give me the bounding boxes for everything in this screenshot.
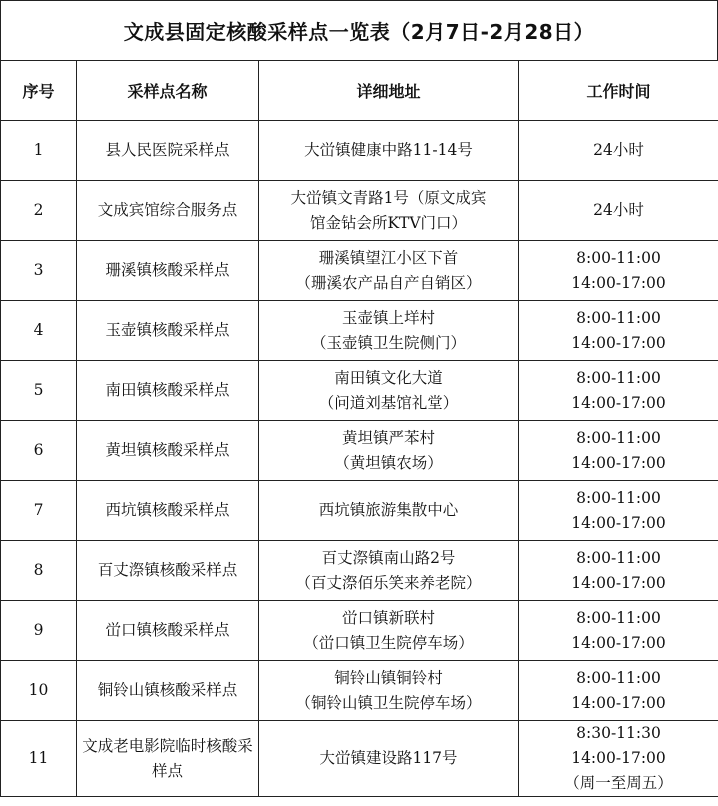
hours-line: 14:00-17:00 xyxy=(571,273,666,292)
site-address xyxy=(259,601,519,661)
address-line: 珊溪镇望江小区下首 xyxy=(318,248,459,267)
table-body xyxy=(1,121,718,797)
site-address xyxy=(259,481,519,541)
site-address xyxy=(259,301,519,361)
hours-line: 14:00-17:00 xyxy=(571,749,666,767)
site-name-text: 铜铃山镇核酸采样点 xyxy=(97,681,238,699)
site-name xyxy=(77,601,259,661)
working-hours xyxy=(519,661,718,721)
working-hours xyxy=(519,121,718,181)
site-name-text: 文成宾馆综合服务点 xyxy=(97,201,238,219)
row-number: 7 xyxy=(1,481,77,541)
site-name-text: 珊溪镇核酸采样点 xyxy=(105,261,230,279)
site-name xyxy=(77,721,259,797)
site-name xyxy=(77,181,259,241)
hours-line: 8:00-11:00 xyxy=(576,608,661,627)
hours-line: 8:00-11:00 xyxy=(576,368,661,387)
address-line: （铜铃山镇卫生院停车场） xyxy=(295,693,482,712)
row-number: 2 xyxy=(1,181,77,241)
address-line: 黄坦镇严苯村 xyxy=(341,428,435,447)
site-name-text: 黄坦镇核酸采样点 xyxy=(105,441,230,459)
header-no: 序号 xyxy=(1,61,77,121)
table-row xyxy=(1,361,718,421)
hours-line: 8:30-11:30 xyxy=(576,724,661,742)
hours-line: 14:00-17:00 xyxy=(571,453,666,472)
header-address: 详细地址 xyxy=(259,61,519,121)
document-title: 文成县固定核酸采样点一览表（2月7日-2月28日） xyxy=(0,0,718,61)
hours-line: 14:00-17:00 xyxy=(571,633,666,652)
hours-line: 8:00-11:00 xyxy=(576,488,661,507)
hours-line: 14:00-17:00 xyxy=(571,333,666,352)
site-name-text: 百丈漈镇核酸采样点 xyxy=(97,561,238,579)
site-name xyxy=(77,661,259,721)
row-number: 10 xyxy=(1,661,77,721)
site-name-text: 南田镇核酸采样点 xyxy=(105,381,230,399)
site-name-text: 县人民医院采样点 xyxy=(105,141,230,159)
table-row xyxy=(1,421,718,481)
hours-line: 24小时 xyxy=(593,141,644,159)
address-line: 大峃镇建设路117号 xyxy=(319,749,458,767)
site-address xyxy=(259,661,519,721)
address-line: 百丈漈镇南山路2号 xyxy=(321,548,456,567)
hours-line: 14:00-17:00 xyxy=(571,513,666,532)
hours-line: （周一至周五） xyxy=(564,774,673,792)
hours-line: 8:00-11:00 xyxy=(576,248,661,267)
table-row xyxy=(1,241,718,301)
address-line: 玉壶镇上垟村 xyxy=(341,308,435,327)
address-line: 南田镇文化大道 xyxy=(334,368,443,387)
working-hours xyxy=(519,301,718,361)
site-address xyxy=(259,181,519,241)
site-address xyxy=(259,121,519,181)
site-name-text: 文成老电影院临时核酸采样点 xyxy=(82,736,253,780)
table-row xyxy=(1,721,718,797)
site-address xyxy=(259,241,519,301)
working-hours xyxy=(519,421,718,481)
table-row xyxy=(1,601,718,661)
address-line: 大峃镇文青路1号（原文成宾 xyxy=(290,188,487,207)
row-number: 3 xyxy=(1,241,77,301)
row-number: 6 xyxy=(1,421,77,481)
address-line: 铜铃山镇铜铃村 xyxy=(334,668,443,687)
table-row xyxy=(1,661,718,721)
table-row xyxy=(1,481,718,541)
working-hours xyxy=(519,241,718,301)
row-number: 1 xyxy=(1,121,77,181)
table-row xyxy=(1,121,718,181)
hours-line: 8:00-11:00 xyxy=(576,548,661,567)
address-line: （珊溪农产品自产自销区） xyxy=(295,273,482,292)
site-name xyxy=(77,361,259,421)
header-row xyxy=(1,61,718,121)
site-name xyxy=(77,541,259,601)
working-hours xyxy=(519,361,718,421)
address-line: （百丈漈佰乐笑来养老院） xyxy=(295,573,482,592)
hours-line: 8:00-11:00 xyxy=(576,668,661,687)
table-row xyxy=(1,541,718,601)
hours-line: 14:00-17:00 xyxy=(571,693,666,712)
address-line: （玉壶镇卫生院侧门） xyxy=(310,333,466,352)
row-number: 8 xyxy=(1,541,77,601)
site-name-text: 玉壶镇核酸采样点 xyxy=(105,321,230,339)
site-address xyxy=(259,721,519,797)
address-line: 大峃镇健康中路11-14号 xyxy=(304,141,473,159)
header-site-name: 采样点名称 xyxy=(77,61,259,121)
row-number: 5 xyxy=(1,361,77,421)
site-address xyxy=(259,541,519,601)
site-address xyxy=(259,421,519,481)
address-line: 馆金钻会所KTV门口） xyxy=(309,213,468,232)
working-hours xyxy=(519,481,718,541)
hours-line: 24小时 xyxy=(593,201,644,219)
hours-line: 8:00-11:00 xyxy=(576,308,661,327)
address-line: 峃口镇新联村 xyxy=(341,608,435,627)
site-name-text: 峃口镇核酸采样点 xyxy=(105,621,230,639)
address-line: 西坑镇旅游集散中心 xyxy=(318,501,459,519)
hours-line: 14:00-17:00 xyxy=(571,393,666,412)
working-hours xyxy=(519,181,718,241)
address-line: （峃口镇卫生院停车场） xyxy=(303,633,474,652)
site-name xyxy=(77,301,259,361)
hours-line: 8:00-11:00 xyxy=(576,428,661,447)
address-line: （问道刘基馆礼堂） xyxy=(318,393,459,412)
hours-line: 14:00-17:00 xyxy=(571,573,666,592)
working-hours xyxy=(519,541,718,601)
site-name xyxy=(77,421,259,481)
header-hours: 工作时间 xyxy=(519,61,718,121)
row-number: 4 xyxy=(1,301,77,361)
working-hours xyxy=(519,721,718,797)
site-name xyxy=(77,481,259,541)
site-name xyxy=(77,121,259,181)
site-name-text: 西坑镇核酸采样点 xyxy=(105,501,230,519)
table-row xyxy=(1,301,718,361)
row-number: 11 xyxy=(1,721,77,797)
row-number: 9 xyxy=(1,601,77,661)
site-name xyxy=(77,241,259,301)
site-address xyxy=(259,361,519,421)
sampling-sites-table xyxy=(0,60,718,797)
working-hours xyxy=(519,601,718,661)
address-line: （黄坦镇农场） xyxy=(334,453,443,472)
table-row xyxy=(1,181,718,241)
